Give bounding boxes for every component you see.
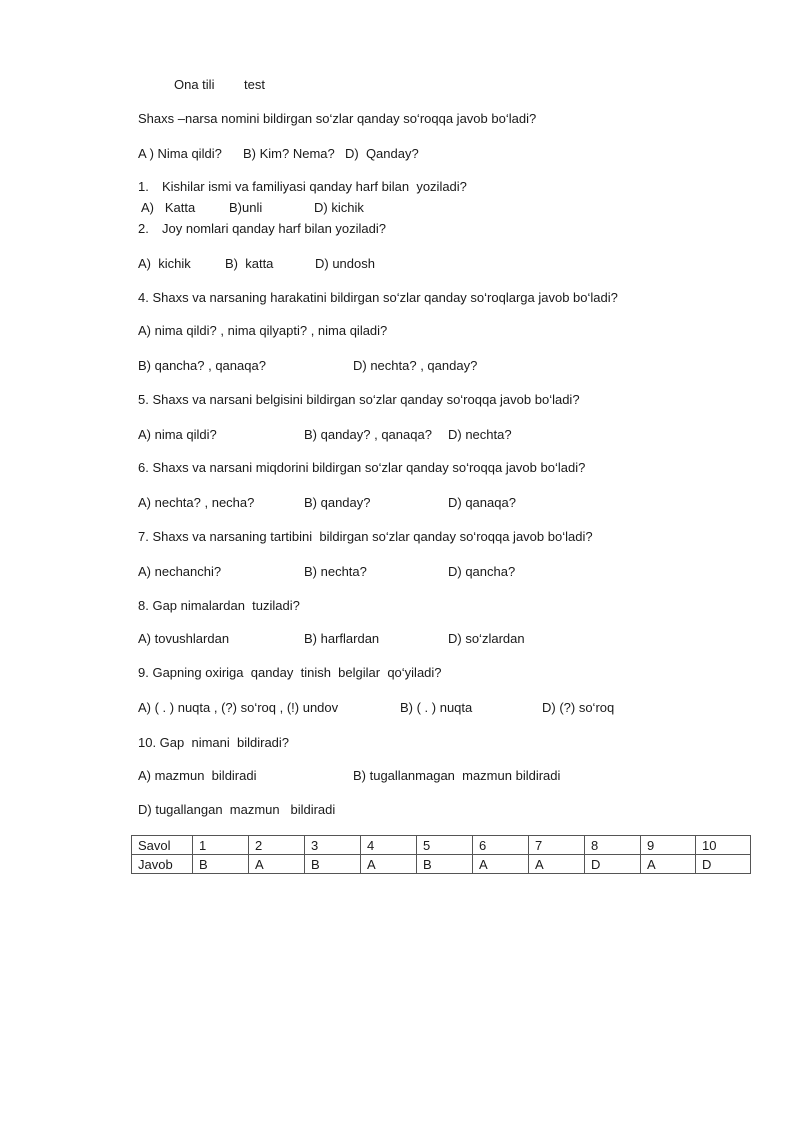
table-cell: B: [305, 855, 361, 874]
table-cell: A: [641, 855, 696, 874]
question-10-option-a: A) mazmun bildiradi: [138, 768, 257, 783]
question-10-text: 10. Gap nimani bildiradi?: [138, 735, 290, 750]
question-6-option-d: D) qanaqa?: [448, 495, 516, 510]
question-1-option-b: B)unli: [229, 200, 263, 215]
intro-option-a: A ) Nima qildi?: [138, 146, 222, 161]
question-5-option-a: A) nima qildi?: [138, 427, 217, 442]
question-8-option-b: B) harflardan: [304, 631, 380, 646]
question-9-option-b: B) ( . ) nuqta: [400, 700, 473, 715]
question-2-text: Joy nomlari qanday harf bilan yoziladi?: [162, 221, 387, 236]
question-5-option-b: B) qanday? , qanaqa?: [304, 427, 432, 442]
question-6-text: 6. Shaxs va narsani miqdorini bildirgan so‘zlar qanday so‘roqqa javob bo‘ladi?: [138, 460, 586, 475]
table-cell: 9: [641, 836, 696, 855]
question-9-option-a: A) ( . ) nuqta , (?) so‘roq , (!) undov: [138, 700, 339, 715]
intro-option-b: B) Kim? Nema?: [243, 146, 335, 161]
question-1-text: Kishilar ismi va familiyasi qanday harf bilan yoziladi?: [162, 179, 467, 194]
question-4-option-d: D) nechta? , qanday?: [353, 358, 478, 373]
question-6-option-b: B) qanday?: [304, 495, 371, 510]
table-cell: A: [473, 855, 529, 874]
question-4-text: 4. Shaxs va narsaning harakatini bildirgan so‘zlar qanday so‘roqlarga javob bo‘ladi?: [138, 290, 618, 305]
question-6-option-a: A) nechta? , necha?: [138, 495, 255, 510]
table-cell: D: [696, 855, 751, 874]
question-7-text: 7. Shaxs va narsaning tartibini bildirgan so‘zlar qanday so‘roqqa javob bo‘ladi?: [138, 529, 593, 544]
question-7-option-d: D) qancha?: [448, 564, 516, 579]
question-5-text: 5. Shaxs va narsani belgisini bildirgan so‘zlar qanday so‘roqqa javob bo‘ladi?: [138, 392, 580, 407]
intro-option-d: D) Qanday?: [345, 146, 419, 161]
question-2-number: 2.: [138, 221, 149, 236]
question-4-option-a: A) nima qildi? , nima qilyapti? , nima qiladi?: [138, 323, 388, 338]
question-5-option-d: D) nechta?: [448, 427, 512, 442]
table-cell: 5: [417, 836, 473, 855]
question-8-text: 8. Gap nimalardan tuziladi?: [138, 598, 300, 613]
question-4-option-b: B) qancha? , qanaqa?: [138, 358, 266, 373]
table-cell: 1: [193, 836, 249, 855]
answer-table-row-savol: [132, 836, 751, 855]
test-label: test: [244, 77, 265, 92]
answer-key-table: [131, 835, 751, 874]
table-cell: 6: [473, 836, 529, 855]
table-cell: A: [361, 855, 417, 874]
table-cell: B: [193, 855, 249, 874]
table-cell: 3: [305, 836, 361, 855]
table-cell: Savol: [132, 836, 193, 855]
question-10-option-d: D) tugallangan mazmun bildiradi: [138, 802, 336, 817]
table-cell: 2: [249, 836, 305, 855]
question-9-text: 9. Gapning oxiriga qanday tinish belgilar qo‘yiladi?: [138, 665, 442, 680]
question-7-option-a: A) nechanchi?: [138, 564, 222, 579]
question-2-option-b: B) katta: [225, 256, 274, 271]
question-8-option-a: A) tovushlardan: [138, 631, 230, 646]
subject-title: Ona tili: [174, 77, 215, 92]
question-8-option-d: D) so‘zlardan: [448, 631, 525, 646]
table-cell: A: [529, 855, 585, 874]
table-cell: 8: [585, 836, 641, 855]
question-1-option-a: A) Katta: [141, 200, 196, 215]
table-cell: 4: [361, 836, 417, 855]
question-2-option-a: A) kichik: [138, 256, 191, 271]
table-cell: 10: [696, 836, 751, 855]
question-10-option-b: B) tugallanmagan mazmun bildiradi: [353, 768, 561, 783]
table-cell: Javob: [132, 855, 193, 874]
table-cell: A: [249, 855, 305, 874]
question-7-option-b: B) nechta?: [304, 564, 367, 579]
table-cell: B: [417, 855, 473, 874]
table-cell: 7: [529, 836, 585, 855]
answer-table-row-javob: [132, 855, 751, 874]
intro-question-text: Shaxs –narsa nomini bildirgan so‘zlar qanday so‘roqqa javob bo‘ladi?: [138, 111, 537, 126]
question-1-option-d: D) kichik: [314, 200, 364, 215]
question-2-option-d: D) undosh: [315, 256, 375, 271]
question-1-number: 1.: [138, 179, 149, 194]
question-9-option-d: D) (?) so‘roq: [542, 700, 615, 715]
table-cell: D: [585, 855, 641, 874]
